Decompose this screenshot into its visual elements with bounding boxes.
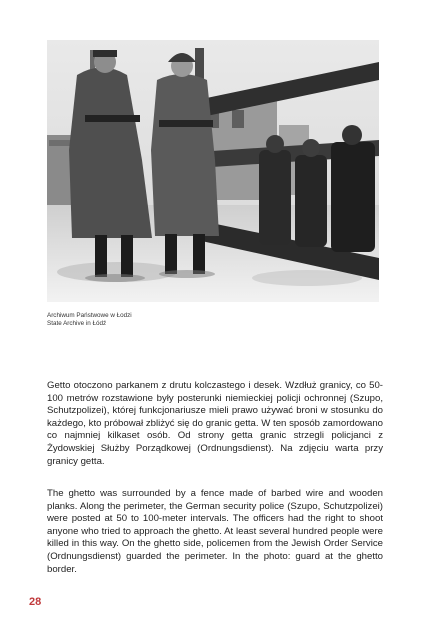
paragraph-polish: Getto otoczono parkanem z drutu kolczastego i desek. Wzdłuż granicy, co 50-100 metrów rozstawione były posterunki niemieckiej policji ochronnej (Szupo, Schutzpolizei), której funkcjonariusze mieli prawo używać broni w stosunku do każdego, kto próbował zbliżyć się do granic getta. W ten sposób zamordowano co najmniej kilkaset osób. Od strony getta granic strzegli policjanci z Żydowskiej Służby Porządkowej (Ordnungsdienst). Na zdjęciu warta przy granicy getta. — [47, 380, 383, 467]
caption-line-pl: Archiwum Państwowe w Łodzi — [47, 312, 132, 319]
paragraph-english: The ghetto was surrounded by a fence made of barbed wire and wooden planks. Along the perimeter, the German security police (Szupo, Schutzpolizei) were posted at 50 to 100-meter intervals. The officers had the right to shoot anyone who tried to approach the ghetto. At least several hundred people were killed in this way. On the ghetto side, policemen from the Jewish Order Service (Ordnungsdienst) guarded the perimeter. In the photo: guard at the ghetto border. — [47, 488, 383, 575]
page-number: 28 — [29, 596, 42, 608]
caption-line-en: State Archive in Łódź — [47, 320, 107, 327]
photo-caption — [47, 312, 132, 328]
archival-photo — [47, 40, 379, 302]
